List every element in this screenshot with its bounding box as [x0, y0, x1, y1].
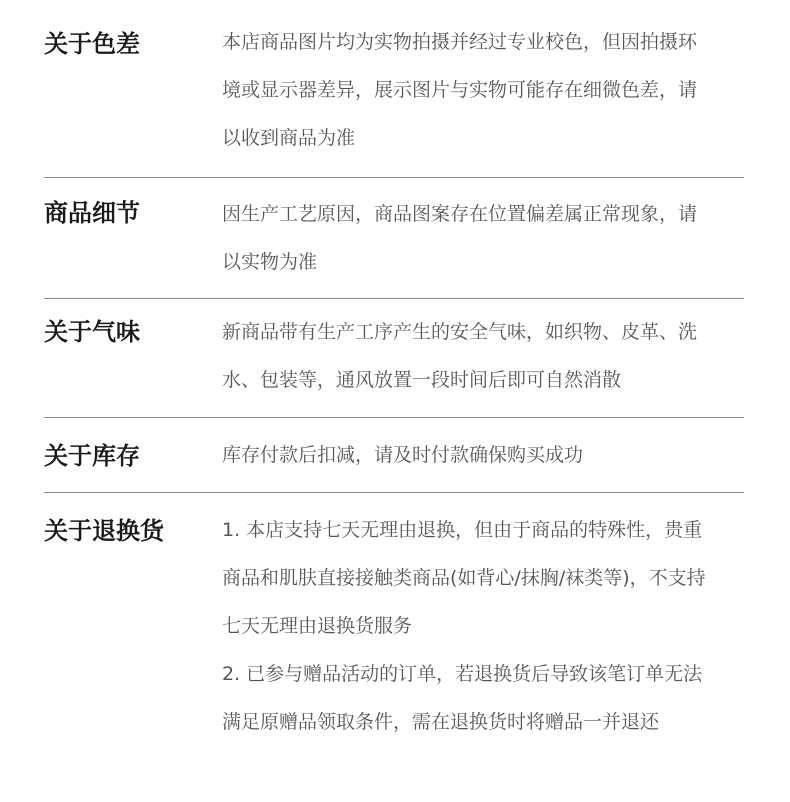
body-line: 水、包装等，通风放置一段时间后即可自然消散	[222, 369, 622, 391]
section-body	[222, 190, 744, 286]
section-odor	[44, 299, 744, 417]
section-title: 关于气味	[44, 318, 140, 346]
purchase-notice	[44, 0, 744, 793]
section-inventory	[44, 418, 744, 492]
section-body	[222, 431, 744, 479]
body-line: 境或显示器差异，展示图片与实物可能存在细微色差，请	[222, 79, 698, 101]
body-line: 以收到商品为准	[222, 127, 356, 149]
section-title: 商品细节	[44, 199, 140, 227]
section-product-details	[44, 178, 744, 298]
body-line: 以实物为准	[222, 251, 318, 273]
body-line: 1. 本店支持七天无理由退换，但由于商品的特殊性，贵重	[222, 519, 703, 541]
body-line: 满足原赠品领取条件，需在退换货时将赠品一并退还	[222, 711, 660, 733]
body-line: 2. 已参与赠品活动的订单，若退换货后导致该笔订单无法	[222, 663, 703, 685]
section-returns	[44, 493, 744, 793]
section-body	[222, 308, 744, 404]
body-line: 因生产工艺原因，商品图案存在位置偏差属正常现象，请	[222, 203, 698, 225]
section-body	[222, 18, 744, 162]
body-line: 库存付款后扣减，请及时付款确保购买成功	[222, 444, 584, 466]
body-line: 本店商品图片均为实物拍摄并经过专业校色，但因拍摄环	[222, 31, 698, 53]
body-line: 新商品带有生产工序产生的安全气味，如织物、皮革、洗	[222, 321, 698, 343]
section-title: 关于退换货	[44, 517, 164, 545]
body-line: 商品和肌肤直接接触类商品(如背心/抹胸/袜类等)，不支持	[222, 567, 706, 589]
body-line: 七天无理由退换货服务	[222, 615, 413, 637]
section-title: 关于库存	[44, 442, 140, 470]
section-color-difference	[44, 0, 744, 177]
section-title: 关于色差	[44, 30, 140, 58]
section-body	[222, 506, 744, 746]
